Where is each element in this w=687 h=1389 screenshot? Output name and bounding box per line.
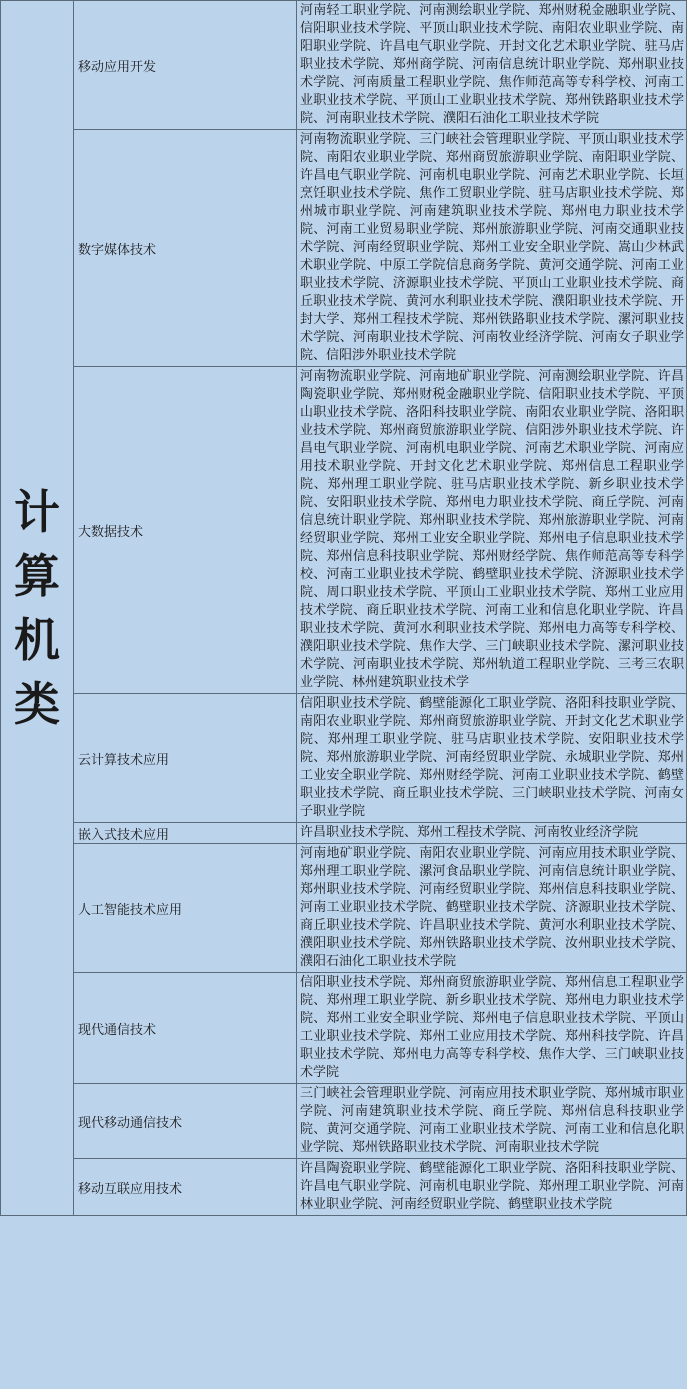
table-row (1, 367, 687, 694)
table-row (1, 1084, 687, 1159)
schools-cell: 河南物流职业学院、河南地矿职业学院、河南测绘职业学院、许昌陶瓷职业学院、郑州财税金融职业学院、信阳职业技术学院、平顶山职业技术学院、洛阳科技职业学院、南阳农业职业学院、洛阳职业技术学院、郑州商贸旅游职业学院、信阳涉外职业技术学院、许昌电气职业学院、河南机电职业学院、河南艺术职业学院、河南应用技术职业学院、开封文化艺术职业学院、郑州信息工程职业学院、郑州理工职业学院、驻马店职业技术学院、新乡职业技术学院、安阳职业技术学院、郑州电力职业技术学院、商丘学院、河南信息统计职业学院、郑州职业技术学院、郑州旅游职业学院、河南经贸职业学院、郑州工业安全职业学院、郑州电子信息职业技术学院、郑州信息科技职业学院、郑州财经学院、焦作师范高等专科学校、河南工业职业技术学院、鹤壁职业技术学院、济源职业技术学院、周口职业技术学院、平顶山工业职业技术学院、郑州工业应用技术学院、商丘职业技术学院、河南工业和信息化职业学院、许昌职业技术学院、黄河水利职业技术学院、郑州电力高等专科学校、濮阳职业技术学院、焦作大学、三门峡职业技术学院、漯河职业技术学院、河南职业技术学院、郑州轨道工程职业学院、三考三农职业学院、林州建筑职业技术学 (297, 367, 687, 694)
table-body (1, 1, 687, 1216)
schools-cell: 河南轻工职业学院、河南测绘职业学院、郑州财税金融职业学院、信阳职业技术学院、平顶山职业技术学院、南阳农业职业学院、南阳职业学院、许昌电气职业学院、开封文化艺术职业学院、驻马店职业技术学院、郑州商学院、河南信息统计职业学院、郑州职业技术学院、河南质量工程职业学院、焦作师范高等专科学校、河南工业职业技术学院、平顶山工业职业技术学院、郑州铁路职业技术学院、河南职业技术学院、濮阳石油化工职业技术学院 (297, 1, 687, 130)
major-cell: 现代通信技术 (74, 973, 297, 1084)
table-row (1, 973, 687, 1084)
schools-cell: 信阳职业技术学院、郑州商贸旅游职业学院、郑州信息工程职业学院、郑州理工职业学院、新乡职业技术学院、郑州电力职业技术学院、郑州工业安全职业学院、郑州电子信息职业技术学院、平顶山工业职业技术学院、郑州工业应用技术学院、郑州科技学院、许昌职业技术学院、郑州电力高等专科学校、焦作大学、三门峡职业技术学院 (297, 973, 687, 1084)
table-row (1, 823, 687, 844)
major-cell: 现代移动通信技术 (74, 1084, 297, 1159)
schools-cell: 河南地矿职业学院、南阳农业职业学院、河南应用技术职业学院、郑州理工职业学院、漯河食品职业学院、河南信息统计职业学院、郑州职业技术学院、河南经贸职业学院、郑州信息科技职业学院、河南工业职业技术学院、鹤壁职业技术学院、济源职业技术学院、商丘职业技术学院、许昌职业技术学院、黄河水利职业技术学院、濮阳职业技术学院、郑州铁路职业技术学院、汝州职业技术学院、濮阳石油化工职业技术学院 (297, 844, 687, 973)
table-row (1, 694, 687, 823)
schools-cell: 三门峡社会管理职业学院、河南应用技术职业学院、郑州城市职业学院、河南建筑职业技术学院、商丘学院、郑州信息科技职业学院、黄河交通学院、河南工业职业技术学院、河南工业和信息化职业学院、郑州铁路职业技术学院、河南职业技术学院 (297, 1084, 687, 1159)
table-row (1, 1, 687, 130)
major-cell: 移动互联应用技术 (74, 1159, 297, 1216)
major-cell: 移动应用开发 (74, 1, 297, 130)
major-cell: 云计算技术应用 (74, 694, 297, 823)
table-row (1, 844, 687, 973)
schools-cell: 信阳职业技术学院、鹤壁能源化工职业学院、洛阳科技职业学院、南阳农业职业学院、郑州商贸旅游职业学院、开封文化艺术职业学院、郑州理工职业学院、驻马店职业技术学院、安阳职业技术学院、郑州旅游职业学院、河南经贸职业学院、永城职业学院、郑州工业安全职业学院、郑州财经学院、河南工业职业技术学院、鹤壁职业技术学院、商丘职业技术学院、三门峡职业技术学院、河南女子职业学院 (297, 694, 687, 823)
major-cell: 数字媒体技术 (74, 130, 297, 367)
major-cell: 人工智能技术应用 (74, 844, 297, 973)
category-cell (1, 1, 74, 1216)
schools-cell: 河南物流职业学院、三门峡社会管理职业学院、平顶山职业技术学院、南阳农业职业学院、郑州商贸旅游职业学院、南阳职业学院、许昌电气职业学院、河南机电职业学院、河南艺术职业学院、长垣烹饪职业技术学院、焦作工贸职业学院、驻马店职业技术学院、郑州城市职业学院、河南建筑职业技术学院、郑州电力职业技术学院、河南工业贸易职业学院、郑州旅游职业学院、河南交通职业技术学院、河南经贸职业学院、郑州工业安全职业学院、嵩山少林武术职业学院、中原工学院信息商务学院、黄河交通学院、河南工业职业技术学院、济源职业技术学院、平顶山工业职业技术学院、商丘职业技术学院、黄河水利职业技术学院、濮阳职业技术学院、开封大学、郑州工程技术学院、郑州铁路职业技术学院、漯河职业技术学院、河南职业技术学院、河南牧业经济学院、河南女子职业学院、信阳涉外职业技术学院 (297, 130, 687, 367)
schools-cell: 许昌职业技术学院、郑州工程技术学院、河南牧业经济学院 (297, 823, 687, 844)
major-cell: 嵌入式技术应用 (74, 823, 297, 844)
table-row (1, 130, 687, 367)
major-cell: 大数据技术 (74, 367, 297, 694)
schools-cell: 许昌陶瓷职业学院、鹤壁能源化工职业学院、洛阳科技职业学院、许昌电气职业学院、河南机电职业学院、郑州理工职业学院、河南林业职业学院、河南经贸职业学院、鹤壁职业技术学院 (297, 1159, 687, 1216)
table-row (1, 1159, 687, 1216)
category-label: 计算机类 (14, 485, 60, 731)
